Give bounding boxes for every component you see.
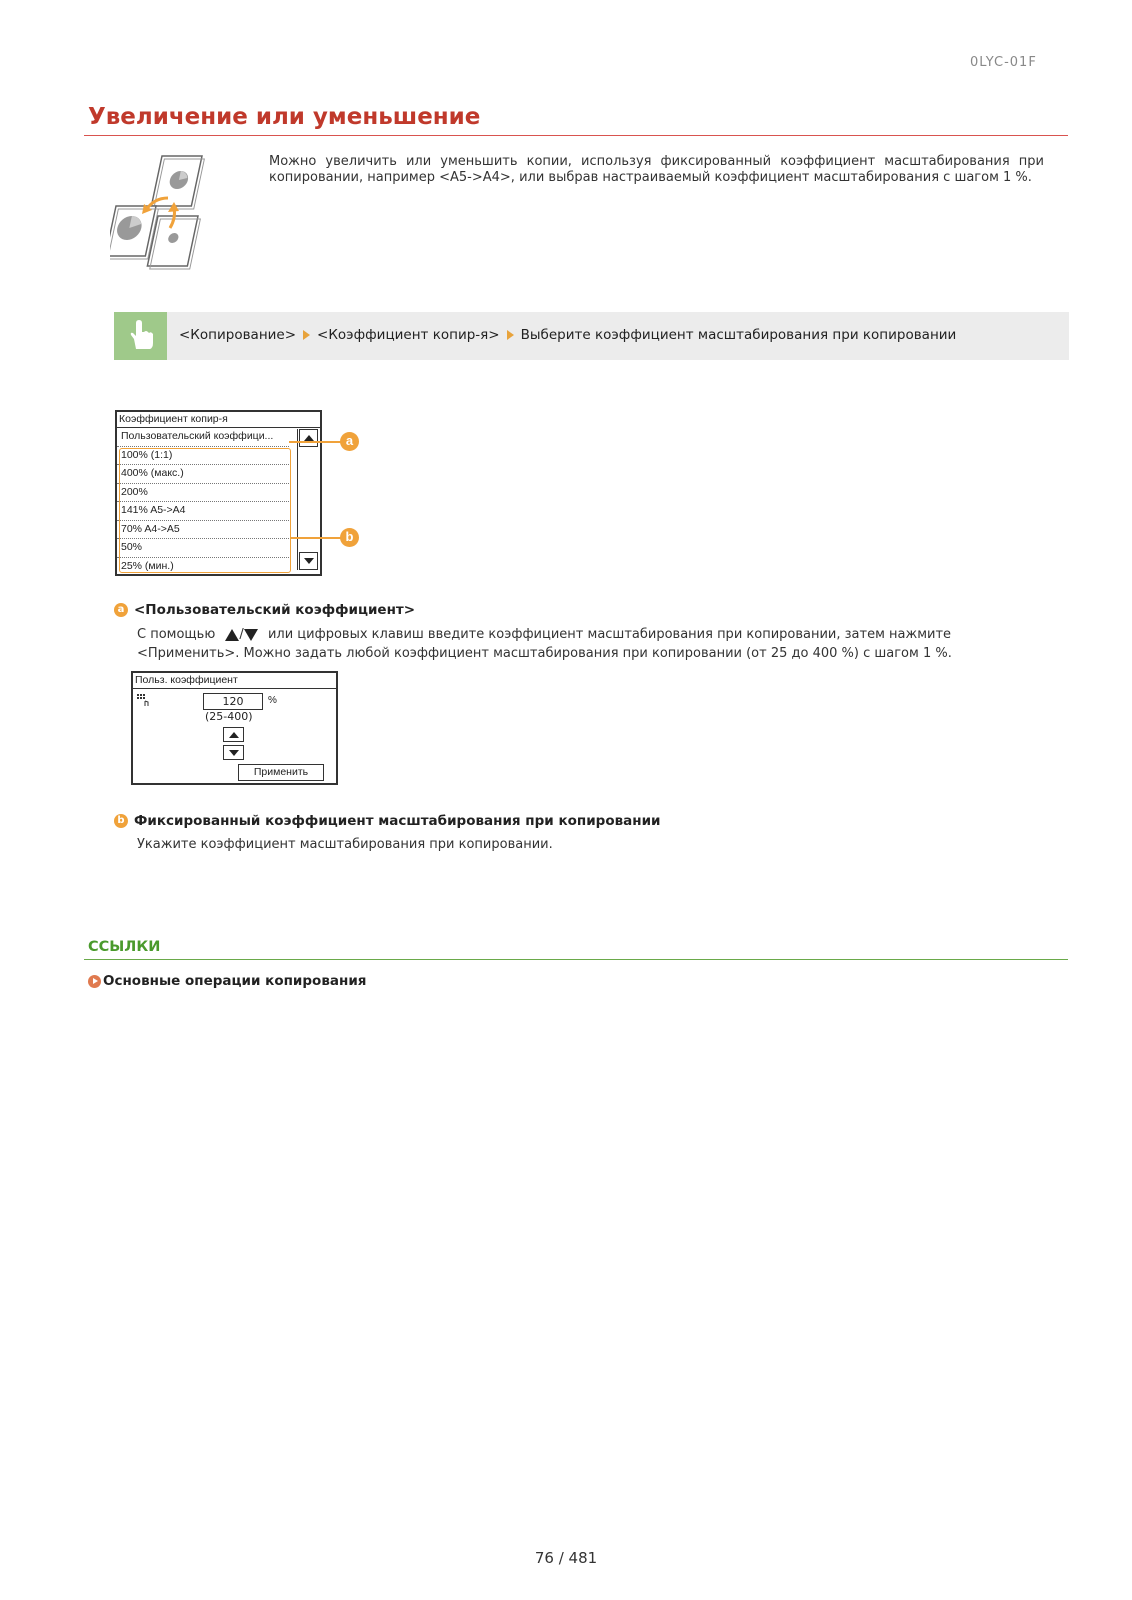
ratio-option[interactable]: 400% (макс.) (117, 465, 289, 484)
link-label[interactable]: Основные операции копирования (103, 973, 367, 989)
ratio-value-field[interactable]: 120 (203, 693, 263, 710)
custom-ratio-option[interactable]: Пользовательский коэффици... (117, 428, 289, 447)
ratio-option[interactable]: 25% (мин.) (121, 559, 174, 572)
section-b-title: Фиксированный коэффициент масштабирования при копировании (134, 813, 661, 829)
screen-title: Польз. коэффициент (133, 673, 336, 689)
slash: / (239, 627, 244, 642)
page-title: Увеличение или уменьшение (88, 104, 481, 130)
callout-b: b (340, 528, 359, 547)
link-arrow-icon (88, 975, 101, 988)
ratio-range: (25-400) (205, 710, 253, 723)
ratio-option[interactable]: 141% A5->A4 (117, 502, 289, 521)
callout-a: a (340, 432, 359, 451)
apply-button[interactable]: Применить (238, 764, 324, 781)
badge-a: a (114, 603, 128, 617)
intro-text: Можно увеличить или уменьшить копии, используя фиксированный коэффициент масштабирования при копировании, например <A5->A4>, или выбрав настраиваемый коэффициент масштабирования с шагом 1 %. (269, 154, 1044, 185)
increase-button[interactable] (223, 727, 244, 742)
nav-arrow-icon (303, 330, 310, 340)
down-arrow-icon (244, 629, 258, 641)
custom-ratio-screen (131, 671, 338, 785)
ratio-option[interactable]: 200% (117, 484, 289, 503)
section-b-body: Укажите коэффициент масштабирования при копировании. (137, 837, 553, 852)
copy-ratio-screen (115, 410, 322, 576)
keypad-icon (136, 693, 150, 707)
document-id: 0LYC-01F (970, 55, 1037, 70)
section-a-title: <Пользовательский коэффициент> (134, 602, 416, 618)
ratio-option[interactable]: 100% (1:1) (117, 447, 289, 466)
section-a-line2: <Применить>. Можно задать любой коэффициент масштабирования при копировании (от 25 до 400 %) с шагом 1 %. (137, 646, 952, 661)
ratio-option[interactable]: 70% A4->A5 (117, 521, 289, 540)
links-heading: ССЫЛКИ (88, 939, 161, 955)
callout-a-line (289, 441, 341, 443)
navigation-path (114, 312, 1069, 360)
nav-step-ratio: <Коэффициент копир-я> (317, 327, 500, 343)
callout-b-line (290, 537, 342, 539)
scroll-up-button[interactable] (299, 429, 318, 447)
page-number: 76 / 481 (534, 1549, 598, 1567)
section-a-body (137, 625, 1037, 663)
decrease-button[interactable] (223, 745, 244, 760)
section-a-heading (114, 602, 415, 618)
nav-step-copy: <Копирование> (179, 327, 297, 343)
fixed-ratios-highlight (119, 448, 291, 573)
link-basic-copy-operations[interactable] (88, 973, 366, 989)
screen-title: Коэффициент копир-я (117, 412, 320, 428)
nav-arrow-icon (507, 330, 514, 340)
up-arrow-icon (225, 629, 239, 641)
section-a-prefix: С помощью (137, 627, 216, 642)
enlarge-reduce-illustration (110, 150, 220, 270)
hand-touch-icon (114, 312, 167, 360)
ratio-option[interactable]: 50% (117, 539, 289, 558)
scrollbar[interactable] (297, 429, 318, 570)
badge-b: b (114, 814, 128, 828)
section-b-heading (114, 813, 661, 829)
nav-step-select: Выберите коэффициент масштабирования при копировании (520, 327, 957, 343)
title-divider (84, 135, 1068, 136)
scroll-down-button[interactable] (299, 552, 318, 570)
percent-unit: % (268, 695, 277, 706)
links-divider (84, 959, 1068, 960)
section-a-line1: или цифровых клавиш введите коэффициент масштабирования при копировании, затем нажмите (267, 627, 952, 642)
